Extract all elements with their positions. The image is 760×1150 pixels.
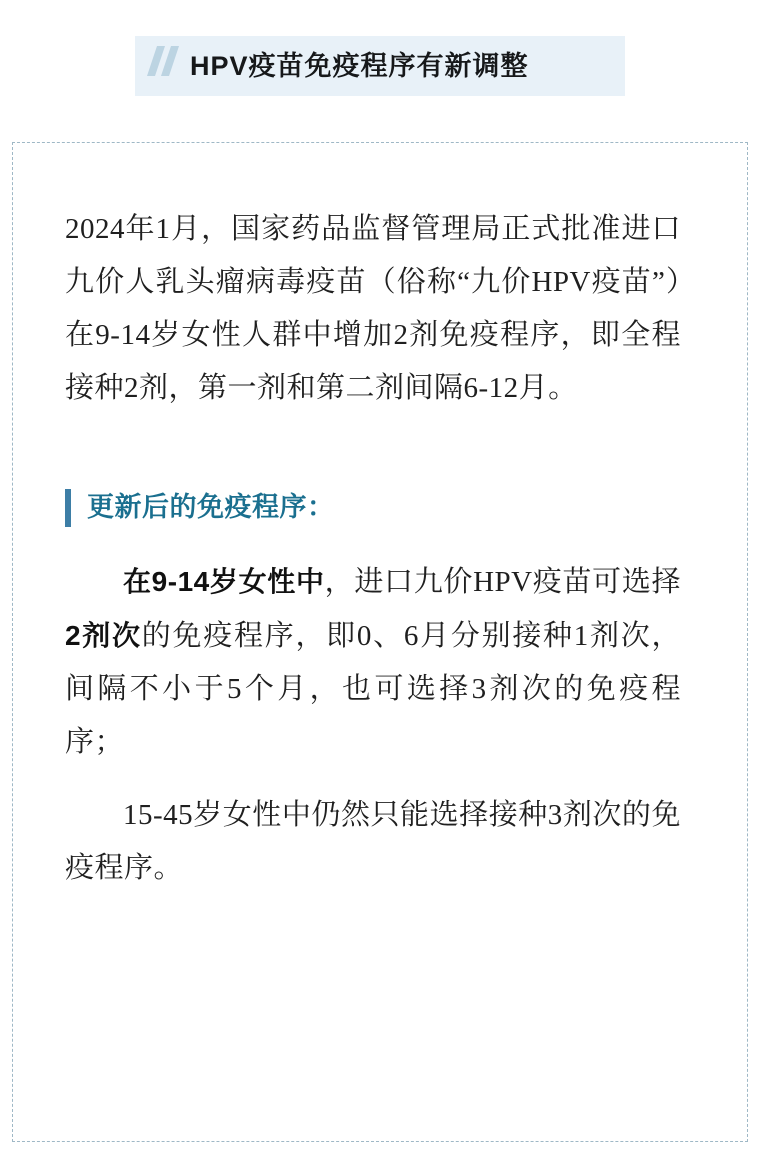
paragraph-gap (65, 769, 681, 789)
item-1-text-b: 的免疫程序，即0、6月分别接种1剂次，间隔不小于5个月，也可选择3剂次的免疫程序； (65, 620, 681, 758)
immunization-item-1 (65, 555, 681, 769)
item-1-emphasis: 在9-14岁女性中 (123, 566, 325, 597)
spacer (65, 415, 681, 485)
double-slash-icon (145, 44, 185, 78)
page-title: HPV疫苗免疫程序有新调整 (190, 51, 529, 81)
item-1-emphasis-2: 2剂次 (65, 620, 142, 651)
item-1-text-a: ，进口九价HPV疫苗可选择 (324, 566, 682, 598)
page-header (0, 36, 760, 100)
lead-paragraph: 2024年1月，国家药品监督管理局正式批准进口九价人乳头瘤病毒疫苗（俗称“九价HPV疫苗”）在9-14岁女性人群中增加2剂免疫程序，即全程接种2剂，第一剂和第二剂间隔6-12月。 (65, 213, 681, 404)
immunization-item-2: 15-45岁女性中仍然只能选择接种3剂次的免疫程序。 (65, 799, 681, 884)
content-inner (65, 203, 681, 895)
section-heading (65, 485, 681, 529)
section-heading-label: 更新后的免疫程序： (87, 492, 335, 522)
section-accent-bar (65, 489, 71, 527)
content-box (12, 142, 748, 1142)
